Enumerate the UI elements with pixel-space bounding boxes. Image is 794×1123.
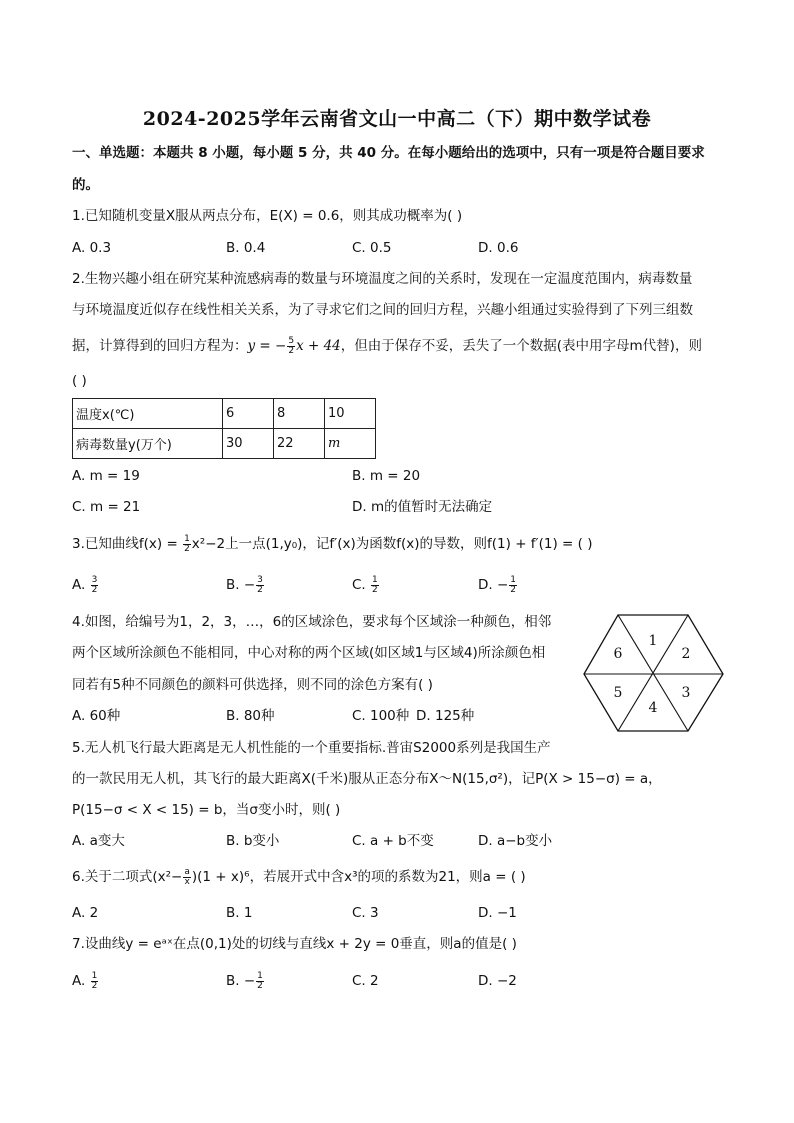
table-row [73, 399, 376, 429]
q5-option-d: D. a−b变小 [478, 833, 553, 849]
region-label: 5 [613, 685, 623, 701]
table-cell: 10 [325, 399, 376, 429]
question-2-line-4: ( ) [72, 373, 87, 389]
table-row [73, 429, 376, 459]
q1-option-d: D. 0.6 [478, 240, 519, 256]
question-5-line-3: P(15−σ < X < 15) = b，当σ变小时，则( ) [72, 802, 341, 818]
question-7: 7.设曲线y = eᵃˣ在点(0,1)处的切线与直线x + 2y = 0垂直，则a的值是( ) [72, 936, 517, 952]
q4-option-b: B. 80种 [226, 708, 275, 724]
q3-option-a: A. $\frac{3}{2}$ [72, 574, 98, 595]
q2-option-a: A. m = 19 [72, 468, 140, 484]
table-cell: 30 [223, 429, 274, 459]
q6-option-d: D. −1 [478, 905, 517, 921]
table-cell: m [325, 429, 376, 459]
q4-option-a: A. 60种 [72, 708, 121, 724]
question-1: 1.已知随机变量X服从两点分布，E(X) = 0.6，则其成功概率为( ) [72, 208, 463, 224]
question-4-line-2: 两个区域所涂颜色不能相同，中心对称的两个区域(如区域1与区域4)所涂颜色相 [72, 645, 546, 661]
question-5-line-1: 5.无人机飞行最大距离是无人机性能的一个重要指标.普宙S2000系列是我国生产 [72, 740, 551, 756]
question-2-line-2: 与环境温度近似存在线性相关关系，为了寻求它们之间的回归方程，兴趣小组通过实验得到了下列三组数 [72, 302, 693, 318]
region-label: 2 [681, 646, 691, 662]
q5-option-a: A. a变大 [72, 833, 125, 849]
question-5-line-2: 的一款民用无人机，其飞行的最大距离X(千米)服从正态分布X～N(15,σ²)，记P(X > 15−σ) = a， [72, 771, 662, 787]
q5-option-b: B. b变小 [226, 833, 280, 849]
question-3: 3.已知曲线f(x) = $\frac{1}{2}$ x²−2上一点(1,y₀)，记f′(x)为函数f(x)的导数，则f(1) + f′(1) = ( ) [72, 533, 593, 554]
q3-option-c: C. $\frac{1}{2}$ [352, 574, 378, 595]
question-4-line-3: 同若有5种不同颜色的颜料可供选择，则不同的涂色方案有( ) [72, 677, 433, 693]
q7-option-b: B. − $\frac{1}{2}$ [226, 970, 263, 991]
q2-option-c: C. m = 21 [72, 499, 141, 515]
q7-option-a: A. $\frac{1}{2}$ [72, 970, 98, 991]
table-cell: 8 [274, 399, 325, 429]
table-cell: 温度x(℃) [73, 399, 223, 429]
q3-fraction: $\frac{1}{2}$ [184, 533, 190, 554]
q1-option-c: C. 0.5 [352, 240, 392, 256]
question-6: 6.关于二项式(x²− $\frac{a}{x}$ )(1 + x)⁶，若展开式中含x³的项的系数为21，则a = ( ) [72, 866, 526, 887]
q5-option-c: C. a + b不变 [352, 833, 434, 849]
region-label: 1 [648, 633, 658, 649]
question-2-line-3: 据，计算得到的回归方程为：y = − $\frac{5}{2}$ x + 44，但由于保存不妥，丢失了一个数据(表中用字母m代替)，则 [72, 335, 702, 356]
section-instructions-cont: 的。 [72, 177, 99, 193]
q3-option-d: D. − $\frac{1}{2}$ [478, 574, 517, 595]
region-label: 4 [648, 700, 658, 716]
q6-fraction: $\frac{a}{x}$ [184, 866, 190, 887]
regression-fraction: $\frac{5}{2}$ [288, 335, 295, 356]
page-title: 2024-2025学年云南省文山一中高二（下）期中数学试卷 [142, 108, 652, 130]
q1-option-b: B. 0.4 [226, 240, 266, 256]
regression-rhs: x + 44 [296, 338, 341, 354]
table-cell: 22 [274, 429, 325, 459]
q6-option-b: B. 1 [226, 905, 253, 921]
table-cell: 6 [223, 399, 274, 429]
q2-option-b: B. m = 20 [352, 468, 421, 484]
region-label: 6 [613, 646, 623, 662]
q2-option-d: D. m的值暂时无法确定 [352, 499, 493, 515]
q3-option-b: B. − $\frac{3}{2}$ [226, 574, 263, 595]
q1-option-a: A. 0.3 [72, 240, 112, 256]
q4-option-c: C. 100种 [352, 708, 410, 724]
question-4-line-1: 4.如图，给编号为1，2，3，…，6的区域涂色，要求每个区域涂一种颜色，相邻 [72, 614, 552, 630]
q6-option-c: C. 3 [352, 905, 379, 921]
q7-option-c: C. 2 [352, 973, 379, 989]
region-label: 3 [681, 685, 691, 701]
regression-lhs: y = − [247, 338, 287, 354]
q6-option-a: A. 2 [72, 905, 99, 921]
question-2-line-1: 2.生物兴趣小组在研究某种流感病毒的数量与环境温度之间的关系时，发现在一定温度范围内，病毒数量 [72, 271, 693, 287]
section-instructions: 一、单选题：本题共 8 小题，每小题 5 分，共 40 分。在每小题给出的选项中，只有一项是符合题目要求 [72, 145, 705, 161]
hexagon-figure [582, 613, 726, 733]
data-table [72, 398, 376, 459]
q4-option-d: D. 125种 [416, 708, 475, 724]
q7-option-d: D. −2 [478, 973, 517, 989]
table-cell: 病毒数量y(万个) [73, 429, 223, 459]
